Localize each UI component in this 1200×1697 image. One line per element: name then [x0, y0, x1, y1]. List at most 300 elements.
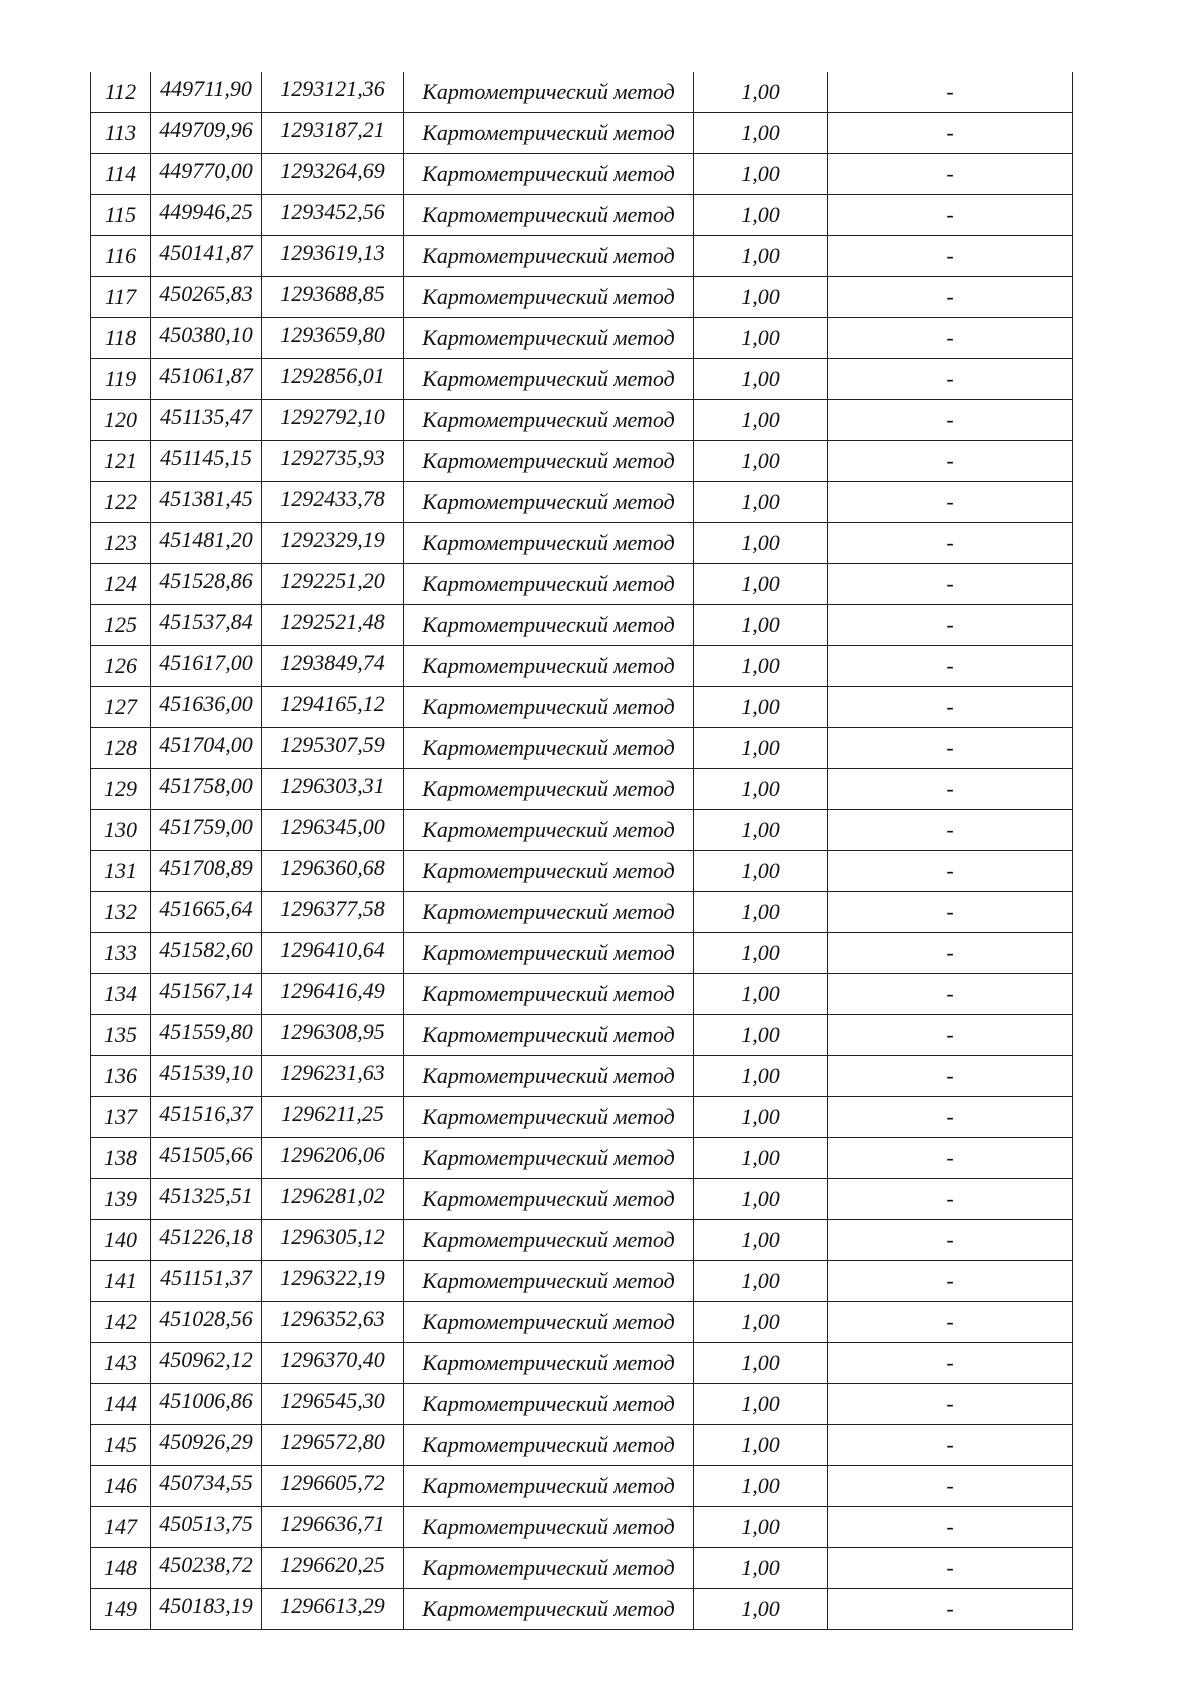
accuracy-text: 1,00: [741, 653, 780, 678]
accuracy-text: 1,00: [741, 571, 780, 596]
x-coordinate-cell: [151, 359, 262, 400]
accuracy-cell: [694, 564, 828, 605]
x-coordinate-text: 451582,60: [159, 937, 253, 962]
method-text: Картометрический метод: [422, 899, 675, 924]
x-coordinate-cell: [151, 1343, 262, 1384]
description-text: -: [946, 489, 954, 514]
x-coordinate-text: 451151,37: [160, 1265, 252, 1290]
point-number-cell: [91, 687, 151, 728]
description-text: -: [946, 1514, 954, 1539]
coordinates-table-body: [91, 72, 1073, 1630]
accuracy-cell: [694, 933, 828, 974]
x-coordinate-text: 449946,25: [159, 199, 253, 224]
point-number-cell: [91, 236, 151, 277]
y-coordinate-text: 1293264,69: [280, 158, 385, 183]
x-coordinate-cell: [151, 1097, 262, 1138]
accuracy-text: 1,00: [741, 284, 780, 309]
point-number-cell: [91, 810, 151, 851]
y-coordinate-cell: [262, 154, 404, 195]
accuracy-text: 1,00: [741, 448, 780, 473]
description-text: -: [946, 817, 954, 842]
accuracy-text: 1,00: [741, 161, 780, 186]
method-cell: [404, 318, 694, 359]
y-coordinate-cell: [262, 974, 404, 1015]
x-coordinate-cell: [151, 113, 262, 154]
table-row: [91, 851, 1073, 892]
x-coordinate-cell: [151, 72, 262, 113]
accuracy-text: 1,00: [741, 489, 780, 514]
description-text: -: [946, 325, 954, 350]
description-cell: [828, 400, 1073, 441]
y-coordinate-text: 1292251,20: [280, 568, 385, 593]
point-number-text: 115: [104, 202, 137, 227]
point-number-text: 126: [104, 653, 137, 678]
point-number-cell: [91, 523, 151, 564]
method-cell: [404, 236, 694, 277]
accuracy-cell: [694, 1548, 828, 1589]
method-cell: [404, 359, 694, 400]
description-cell: [828, 687, 1073, 728]
accuracy-text: 1,00: [741, 776, 780, 801]
method-cell: [404, 892, 694, 933]
table-row: [91, 113, 1073, 154]
method-cell: [404, 1015, 694, 1056]
y-coordinate-text: 1296545,30: [280, 1388, 385, 1413]
method-text: Картометрический метод: [422, 489, 675, 514]
accuracy-cell: [694, 482, 828, 523]
method-text: Картометрический метод: [422, 1227, 675, 1252]
description-text: -: [946, 1186, 954, 1211]
y-coordinate-cell: [262, 1015, 404, 1056]
y-coordinate-text: 1296211,25: [281, 1101, 384, 1126]
y-coordinate-cell: [262, 1138, 404, 1179]
method-cell: [404, 810, 694, 851]
x-coordinate-text: 450734,55: [159, 1470, 253, 1495]
description-cell: [828, 359, 1073, 400]
method-cell: [404, 851, 694, 892]
method-text: Картометрический метод: [422, 1350, 675, 1375]
y-coordinate-text: 1296572,80: [280, 1429, 385, 1454]
method-cell: [404, 1261, 694, 1302]
y-coordinate-cell: [262, 482, 404, 523]
table-row: [91, 1507, 1073, 1548]
point-number-text: 123: [104, 530, 137, 555]
description-cell: [828, 318, 1073, 359]
point-number-text: 143: [104, 1350, 137, 1375]
method-text: Картометрический метод: [422, 817, 675, 842]
accuracy-text: 1,00: [741, 120, 780, 145]
y-coordinate-cell: [262, 564, 404, 605]
method-cell: [404, 933, 694, 974]
y-coordinate-text: 1293452,56: [280, 199, 385, 224]
method-text: Картометрический метод: [422, 1063, 675, 1088]
coordinates-table: [90, 72, 1073, 1630]
x-coordinate-cell: [151, 1138, 262, 1179]
point-number-text: 135: [104, 1022, 137, 1047]
method-text: Картометрический метод: [422, 366, 675, 391]
y-coordinate-cell: [262, 646, 404, 687]
point-number-cell: [91, 728, 151, 769]
accuracy-cell: [694, 1097, 828, 1138]
table-row: [91, 195, 1073, 236]
description-text: -: [946, 1268, 954, 1293]
point-number-cell: [91, 1220, 151, 1261]
accuracy-text: 1,00: [741, 899, 780, 924]
y-coordinate-text: 1296410,64: [280, 937, 385, 962]
accuracy-cell: [694, 195, 828, 236]
table-row: [91, 564, 1073, 605]
method-text: Картометрический метод: [422, 612, 675, 637]
description-text: -: [946, 1432, 954, 1457]
accuracy-text: 1,00: [741, 1022, 780, 1047]
method-cell: [404, 1302, 694, 1343]
accuracy-cell: [694, 810, 828, 851]
point-number-cell: [91, 1056, 151, 1097]
x-coordinate-text: 451537,84: [159, 609, 253, 634]
table-row: [91, 974, 1073, 1015]
accuracy-cell: [694, 892, 828, 933]
description-cell: [828, 1056, 1073, 1097]
accuracy-text: 1,00: [741, 817, 780, 842]
y-coordinate-cell: [262, 523, 404, 564]
description-cell: [828, 1015, 1073, 1056]
x-coordinate-cell: [151, 1589, 262, 1630]
y-coordinate-text: 1292735,93: [280, 445, 385, 470]
y-coordinate-cell: [262, 1507, 404, 1548]
description-cell: [828, 1589, 1073, 1630]
x-coordinate-cell: [151, 728, 262, 769]
x-coordinate-cell: [151, 1507, 262, 1548]
x-coordinate-text: 451516,37: [159, 1101, 253, 1126]
point-number-text: 147: [104, 1514, 137, 1539]
accuracy-text: 1,00: [741, 1104, 780, 1129]
method-cell: [404, 195, 694, 236]
method-text: Картометрический метод: [422, 571, 675, 596]
x-coordinate-cell: [151, 564, 262, 605]
description-cell: [828, 1343, 1073, 1384]
table-row: [91, 1343, 1073, 1384]
point-number-text: 136: [104, 1063, 137, 1088]
y-coordinate-text: 1293121,36: [280, 76, 385, 101]
method-cell: [404, 974, 694, 1015]
description-cell: [828, 1097, 1073, 1138]
point-number-text: 117: [104, 284, 137, 309]
point-number-text: 121: [104, 448, 137, 473]
point-number-cell: [91, 482, 151, 523]
table-row: [91, 892, 1073, 933]
y-coordinate-text: 1296303,31: [280, 773, 385, 798]
method-cell: [404, 72, 694, 113]
description-cell: [828, 113, 1073, 154]
method-cell: [404, 523, 694, 564]
table-row: [91, 1056, 1073, 1097]
method-cell: [404, 1138, 694, 1179]
y-coordinate-cell: [262, 441, 404, 482]
y-coordinate-text: 1296352,63: [280, 1306, 385, 1331]
point-number-text: 138: [104, 1145, 137, 1170]
method-text: Картометрический метод: [422, 1555, 675, 1580]
description-text: -: [946, 858, 954, 883]
description-cell: [828, 523, 1073, 564]
x-coordinate-cell: [151, 851, 262, 892]
method-text: Картометрический метод: [422, 776, 675, 801]
description-text: -: [946, 1022, 954, 1047]
y-coordinate-text: 1296636,71: [280, 1511, 385, 1536]
description-cell: [828, 1302, 1073, 1343]
x-coordinate-text: 451481,20: [159, 527, 253, 552]
point-number-text: 125: [104, 612, 137, 637]
accuracy-cell: [694, 1466, 828, 1507]
point-number-cell: [91, 1589, 151, 1630]
y-coordinate-text: 1293659,80: [280, 322, 385, 347]
accuracy-cell: [694, 236, 828, 277]
method-cell: [404, 1056, 694, 1097]
accuracy-text: 1,00: [741, 612, 780, 637]
y-coordinate-text: 1296370,40: [280, 1347, 385, 1372]
point-number-cell: [91, 441, 151, 482]
method-text: Картометрический метод: [422, 79, 675, 104]
y-coordinate-text: 1296605,72: [280, 1470, 385, 1495]
y-coordinate-text: 1292792,10: [280, 404, 385, 429]
method-text: Картометрический метод: [422, 858, 675, 883]
x-coordinate-cell: [151, 1548, 262, 1589]
description-text: -: [946, 571, 954, 596]
y-coordinate-text: 1293619,13: [280, 240, 385, 265]
x-coordinate-cell: [151, 1179, 262, 1220]
description-text: -: [946, 1227, 954, 1252]
y-coordinate-cell: [262, 728, 404, 769]
point-number-cell: [91, 1179, 151, 1220]
accuracy-text: 1,00: [741, 1555, 780, 1580]
point-number-text: 144: [104, 1391, 137, 1416]
description-cell: [828, 195, 1073, 236]
x-coordinate-text: 451665,64: [159, 896, 253, 921]
accuracy-cell: [694, 277, 828, 318]
description-cell: [828, 236, 1073, 277]
point-number-text: 141: [104, 1268, 137, 1293]
method-text: Картометрический метод: [422, 1309, 675, 1334]
x-coordinate-text: 449711,90: [160, 76, 252, 101]
point-number-text: 142: [104, 1309, 137, 1334]
x-coordinate-text: 451028,56: [159, 1306, 253, 1331]
method-cell: [404, 482, 694, 523]
description-cell: [828, 1220, 1073, 1261]
method-text: Картометрический метод: [422, 1391, 675, 1416]
table-row: [91, 1261, 1073, 1302]
description-text: -: [946, 981, 954, 1006]
x-coordinate-text: 451381,45: [159, 486, 253, 511]
y-coordinate-cell: [262, 277, 404, 318]
x-coordinate-text: 450183,19: [159, 1593, 253, 1618]
point-number-cell: [91, 974, 151, 1015]
point-number-text: 132: [104, 899, 137, 924]
y-coordinate-text: 1296308,95: [280, 1019, 385, 1044]
y-coordinate-cell: [262, 1589, 404, 1630]
method-text: Картометрический метод: [422, 120, 675, 145]
description-cell: [828, 277, 1073, 318]
accuracy-cell: [694, 523, 828, 564]
accuracy-cell: [694, 359, 828, 400]
x-coordinate-text: 450238,72: [159, 1552, 253, 1577]
accuracy-text: 1,00: [741, 1473, 780, 1498]
x-coordinate-text: 450380,10: [159, 322, 253, 347]
point-number-cell: [91, 1384, 151, 1425]
point-number-text: 134: [104, 981, 137, 1006]
table-row: [91, 154, 1073, 195]
x-coordinate-cell: [151, 523, 262, 564]
y-coordinate-text: 1296416,49: [280, 978, 385, 1003]
description-text: -: [946, 1309, 954, 1334]
x-coordinate-cell: [151, 646, 262, 687]
y-coordinate-cell: [262, 318, 404, 359]
point-number-text: 129: [104, 776, 137, 801]
table-row: [91, 810, 1073, 851]
x-coordinate-cell: [151, 400, 262, 441]
y-coordinate-text: 1292856,01: [280, 363, 385, 388]
y-coordinate-text: 1292521,48: [280, 609, 385, 634]
accuracy-text: 1,00: [741, 1268, 780, 1293]
accuracy-cell: [694, 646, 828, 687]
x-coordinate-cell: [151, 1384, 262, 1425]
description-text: -: [946, 161, 954, 186]
accuracy-cell: [694, 441, 828, 482]
point-number-text: 128: [104, 735, 137, 760]
accuracy-text: 1,00: [741, 1309, 780, 1334]
method-cell: [404, 728, 694, 769]
accuracy-text: 1,00: [741, 202, 780, 227]
x-coordinate-text: 451145,15: [160, 445, 252, 470]
table-row: [91, 933, 1073, 974]
y-coordinate-cell: [262, 236, 404, 277]
point-number-cell: [91, 933, 151, 974]
description-text: -: [946, 899, 954, 924]
description-text: -: [946, 1473, 954, 1498]
point-number-text: 119: [104, 366, 137, 391]
x-coordinate-text: 451758,00: [159, 773, 253, 798]
method-text: Картометрический метод: [422, 735, 675, 760]
y-coordinate-cell: [262, 1179, 404, 1220]
description-text: -: [946, 79, 954, 104]
accuracy-text: 1,00: [741, 407, 780, 432]
description-text: -: [946, 735, 954, 760]
y-coordinate-cell: [262, 195, 404, 236]
x-coordinate-text: 450141,87: [159, 240, 253, 265]
description-cell: [828, 1384, 1073, 1425]
x-coordinate-text: 451325,51: [159, 1183, 253, 1208]
description-cell: [828, 482, 1073, 523]
y-coordinate-cell: [262, 1097, 404, 1138]
table-row: [91, 359, 1073, 400]
accuracy-text: 1,00: [741, 79, 780, 104]
description-text: -: [946, 120, 954, 145]
table-row: [91, 400, 1073, 441]
y-coordinate-cell: [262, 400, 404, 441]
point-number-text: 120: [104, 407, 137, 432]
method-cell: [404, 1343, 694, 1384]
accuracy-cell: [694, 400, 828, 441]
accuracy-text: 1,00: [741, 1350, 780, 1375]
x-coordinate-cell: [151, 1302, 262, 1343]
y-coordinate-cell: [262, 1261, 404, 1302]
method-cell: [404, 769, 694, 810]
point-number-text: 146: [104, 1473, 137, 1498]
table-row: [91, 1138, 1073, 1179]
method-cell: [404, 1507, 694, 1548]
x-coordinate-cell: [151, 154, 262, 195]
table-row: [91, 1384, 1073, 1425]
y-coordinate-text: 1296620,25: [280, 1552, 385, 1577]
description-cell: [828, 769, 1073, 810]
method-text: Картометрический метод: [422, 1514, 675, 1539]
table-row: [91, 1589, 1073, 1630]
y-coordinate-text: 1296206,06: [280, 1142, 385, 1167]
y-coordinate-text: 1296613,29: [280, 1593, 385, 1618]
accuracy-cell: [694, 974, 828, 1015]
accuracy-text: 1,00: [741, 1186, 780, 1211]
method-cell: [404, 646, 694, 687]
y-coordinate-text: 1296360,68: [280, 855, 385, 880]
description-text: -: [946, 776, 954, 801]
accuracy-text: 1,00: [741, 1514, 780, 1539]
point-number-text: 130: [104, 817, 137, 842]
x-coordinate-cell: [151, 687, 262, 728]
description-cell: [828, 974, 1073, 1015]
accuracy-text: 1,00: [741, 530, 780, 555]
x-coordinate-text: 451226,18: [159, 1224, 253, 1249]
point-number-cell: [91, 400, 151, 441]
accuracy-cell: [694, 687, 828, 728]
accuracy-cell: [694, 1015, 828, 1056]
x-coordinate-text: 451704,00: [159, 732, 253, 757]
point-number-text: 145: [104, 1432, 137, 1457]
method-text: Картометрический метод: [422, 202, 675, 227]
table-row: [91, 523, 1073, 564]
point-number-cell: [91, 892, 151, 933]
table-row: [91, 72, 1073, 113]
x-coordinate-text: 451006,86: [159, 1388, 253, 1413]
method-cell: [404, 687, 694, 728]
x-coordinate-cell: [151, 441, 262, 482]
accuracy-cell: [694, 1179, 828, 1220]
table-row: [91, 605, 1073, 646]
method-text: Картометрический метод: [422, 530, 675, 555]
x-coordinate-cell: [151, 974, 262, 1015]
y-coordinate-text: 1296322,19: [280, 1265, 385, 1290]
accuracy-text: 1,00: [741, 735, 780, 760]
point-number-cell: [91, 605, 151, 646]
x-coordinate-text: 451539,10: [159, 1060, 253, 1085]
y-coordinate-text: 1296305,12: [280, 1224, 385, 1249]
x-coordinate-cell: [151, 236, 262, 277]
description-text: -: [946, 1596, 954, 1621]
table-row: [91, 646, 1073, 687]
x-coordinate-text: 450926,29: [159, 1429, 253, 1454]
table-row: [91, 1015, 1073, 1056]
point-number-cell: [91, 359, 151, 400]
x-coordinate-cell: [151, 810, 262, 851]
y-coordinate-cell: [262, 1425, 404, 1466]
point-number-cell: [91, 1343, 151, 1384]
description-text: -: [946, 1350, 954, 1375]
point-number-cell: [91, 1466, 151, 1507]
description-cell: [828, 1425, 1073, 1466]
point-number-text: 148: [104, 1555, 137, 1580]
x-coordinate-text: 450265,83: [159, 281, 253, 306]
y-coordinate-text: 1293688,85: [280, 281, 385, 306]
accuracy-text: 1,00: [741, 858, 780, 883]
x-coordinate-cell: [151, 892, 262, 933]
x-coordinate-cell: [151, 933, 262, 974]
